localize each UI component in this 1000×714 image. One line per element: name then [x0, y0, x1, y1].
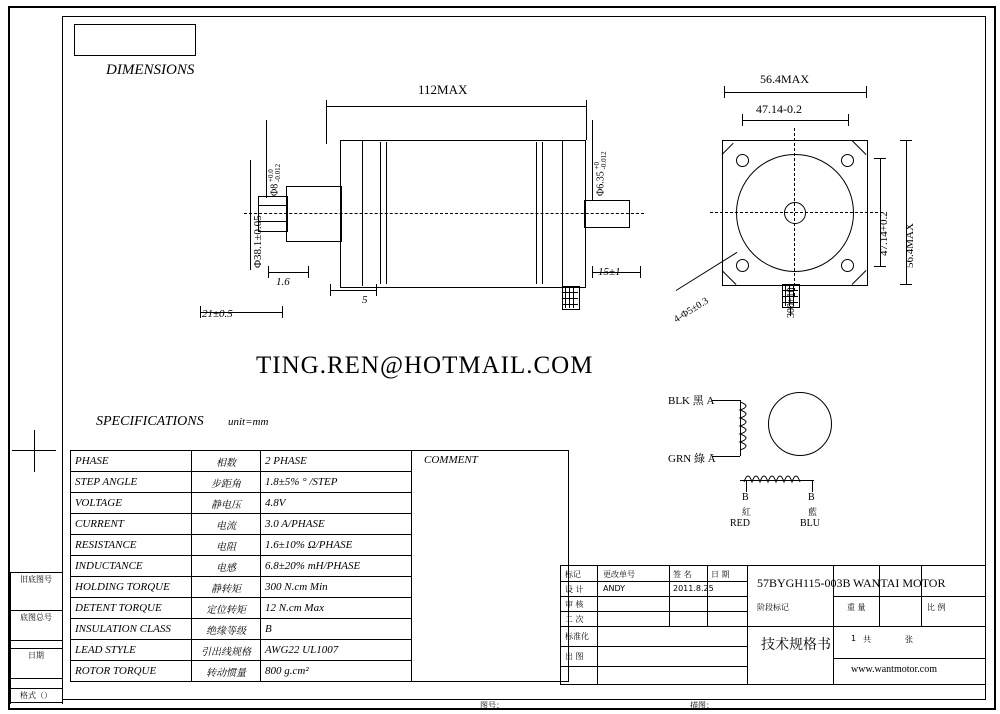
tb-field-label: 设 计 [565, 585, 584, 594]
rear-shaft [584, 200, 630, 228]
wiring-rotor-circle [768, 392, 832, 456]
mounting-hole-bottom-right [841, 259, 854, 272]
footer-drawing-no: 图号： [480, 701, 504, 710]
center-mark-vertical [34, 430, 35, 472]
dim-line-4714 [742, 120, 848, 121]
center-axis-line [244, 213, 644, 214]
spec-param-name-cn: 引出线规格 [192, 640, 261, 661]
front-flange-boss [286, 186, 342, 242]
wiring-label-b-red: B [742, 492, 749, 503]
email-watermark: TING.REN@HOTMAIL.COM [256, 352, 594, 379]
spec-param-name-cn: 电阻 [192, 535, 261, 556]
spec-param-name: CURRENT [71, 514, 192, 535]
spec-param-name-cn: 电感 [192, 556, 261, 577]
wiring-label-blu-cn: 藍 [808, 508, 818, 518]
dim-tick [330, 284, 331, 296]
spec-param-name-cn: 转动惯量 [192, 661, 261, 682]
wiring-label-blu: BLU [800, 518, 820, 529]
tb-model-number: 57BYGH115-003B [757, 576, 851, 590]
tb-field-label: 更改单号 [603, 570, 635, 579]
tb-rule [833, 596, 985, 597]
spec-param-name-cn: 静转矩 [192, 577, 261, 598]
left-margin-box-format [10, 688, 62, 703]
dim-tick [874, 266, 886, 267]
spec-param-name-cn: 静电压 [192, 493, 261, 514]
spec-param-value: 2 PHASE [261, 451, 412, 472]
lead-wire-cross [562, 292, 578, 293]
dim-line-564max [724, 92, 866, 93]
left-box-rule-2 [10, 678, 62, 679]
tb-divider [747, 566, 748, 684]
spec-param-name: ROTOR TORQUE [71, 661, 192, 682]
coil-b-icon [740, 472, 816, 490]
tb-field-label: 张 [905, 635, 913, 644]
dim-label-4714: 47.14-0.2 [756, 102, 802, 116]
left-box-label: 旧底图号 [20, 575, 52, 584]
wiring-lead-blk [712, 400, 740, 401]
dim-tick [326, 100, 327, 112]
tb-field-value-designer: ANDY [603, 584, 626, 593]
dim-tick [724, 86, 725, 98]
dim-label-564max: 56.4MAX [760, 72, 810, 86]
front-shaft-flat [258, 205, 286, 206]
tb-field-label: 日 期 [711, 570, 730, 579]
spec-param-value: 6.8±20% mH/PHASE [261, 556, 412, 577]
spec-param-value: 800 g.cm² [261, 661, 412, 682]
spec-param-name-cn: 电流 [192, 514, 261, 535]
dim-tick [592, 266, 593, 278]
dim-tick [742, 114, 743, 126]
specifications-table [70, 450, 569, 682]
left-box-label: 底图总号 [20, 613, 52, 622]
wiring-label-red: RED [730, 518, 750, 529]
wiring-label-blk: BLK 黑 A [668, 395, 715, 407]
left-margin-box-old-drawing-no [10, 572, 62, 586]
dim-label-mount-holes: 4-Φ5±0.3 [672, 295, 711, 326]
spec-param-name-cn: 绝缘等级 [192, 619, 261, 640]
wiring-label-grn: GRN 綠 Ā [668, 453, 716, 465]
spec-param-name: LEAD STYLE [71, 640, 192, 661]
dim-label-shaft-dia8: Φ8 +0.0 -0.012 [267, 163, 282, 196]
spec-param-name: STEP ANGLE [71, 472, 192, 493]
wiring-lead-grn [712, 456, 740, 457]
tb-field-label: 二 次 [565, 615, 584, 624]
spec-param-value: 3.0 A/PHASE [261, 514, 412, 535]
spec-param-name: RESISTANCE [71, 535, 192, 556]
spec-param-name: PHASE [71, 451, 192, 472]
dim-label-21: 21±0.5 [202, 308, 233, 320]
tb-rule [833, 658, 985, 659]
dim-tick [376, 284, 377, 296]
spec-param-name: INSULATION CLASS [71, 619, 192, 640]
tb-field-value-date: 2011.8.25 [673, 584, 714, 593]
left-margin-box-date-sign [10, 648, 62, 662]
footer-drawn-by: 描图： [690, 701, 714, 710]
tb-field-label: 标准化 [565, 632, 589, 641]
spec-param-name-cn: 步距角 [192, 472, 261, 493]
mounting-hole-top-right [841, 154, 854, 167]
spec-param-name-cn: 定位转矩 [192, 598, 261, 619]
dim-label-5: 5 [362, 294, 368, 306]
spec-param-name: HOLDING TORQUE [71, 577, 192, 598]
dim-tick [282, 306, 283, 318]
dim-tick [308, 266, 309, 278]
spec-param-value: 4.8V [261, 493, 412, 514]
dim-tick [900, 140, 912, 141]
tb-field-label: 共 [863, 635, 871, 644]
tb-rule [561, 666, 747, 667]
dim-tick [866, 86, 867, 98]
lead-wire-cross [562, 298, 578, 299]
left-margin-divider-2 [62, 572, 63, 704]
dim-label-lead-length: 300±10 [786, 287, 797, 318]
tb-field-label: 阶段标记 [757, 603, 789, 612]
wiring-lead-red [746, 480, 747, 492]
dim-label-112max: 112MAX [418, 82, 468, 97]
dim-label-16: 1.6 [276, 276, 290, 288]
spec-param-value: 12 N.cm Max [261, 598, 412, 619]
motor-front-shaft-circle [784, 202, 806, 224]
dim-label-flange-dia: Φ38.1±0.05 [252, 215, 264, 268]
left-box-rule [10, 640, 62, 641]
left-box-label: 格式（） [20, 691, 52, 700]
tb-field-label: 签 名 [673, 570, 692, 579]
dim-label-pilot-dia: Φ6.35 +0 -0.012 [593, 151, 608, 196]
dim-line-5 [330, 290, 376, 291]
tb-field-label: 重 量 [847, 603, 866, 612]
tb-field-label: 比 例 [927, 603, 946, 612]
dim-line-16 [268, 272, 308, 273]
spec-param-value: 1.8±5% ° /STEP [261, 472, 412, 493]
tb-field-label: 出 图 [565, 652, 584, 661]
mounting-hole-bottom-left [736, 259, 749, 272]
spec-param-value: AWG22 UL1007 [261, 640, 412, 661]
dim-tick [640, 266, 641, 278]
spec-param-value: B [261, 619, 412, 640]
tb-company-name: WANTAI MOTOR [853, 576, 946, 590]
spec-param-name: DETENT TORQUE [71, 598, 192, 619]
wiring-label-red-cn: 紅 [742, 508, 752, 518]
dim-label-564max-vertical: 56.4MAX [904, 223, 916, 268]
motor-body-outline [340, 140, 586, 288]
dim-label-15: 15±1 [598, 266, 621, 278]
spec-param-value: 300 N.cm Min [261, 577, 412, 598]
comment-header-label: COMMENT [424, 454, 478, 466]
dim-tick [848, 114, 849, 126]
tb-rule [561, 626, 985, 627]
dim-extension-shaft8 [266, 120, 267, 198]
dim-tick [874, 158, 886, 159]
tb-rule [561, 596, 747, 597]
tb-document-title: 技术规格书 [761, 637, 831, 653]
tb-website: www.wantmotor.com [851, 664, 938, 675]
title-block [560, 565, 986, 685]
dim-label-4714-vertical: 47.14+0.2 [878, 211, 890, 256]
dimensions-title: DIMENSIONS [106, 62, 195, 78]
tb-sheet-count: 1 [851, 634, 857, 643]
tb-field-label: 审 核 [565, 600, 584, 609]
tb-rule [561, 581, 747, 582]
spec-param-value: 1.6±10% Ω/PHASE [261, 535, 412, 556]
spec-param-name: INDUCTANCE [71, 556, 192, 577]
tb-rule [561, 646, 747, 647]
spec-param-name: VOLTAGE [71, 493, 192, 514]
comment-header-cell [414, 450, 586, 472]
top-left-title-box [74, 24, 196, 56]
tb-field-label: 标记 [565, 570, 581, 579]
wiring-lead-blu [812, 480, 813, 492]
front-center-axis-v [794, 128, 795, 296]
wiring-label-b-blu: B [808, 492, 815, 503]
spec-comment-cell [412, 451, 569, 682]
left-box-label: 日期 [28, 651, 44, 660]
spec-param-name-cn: 相数 [192, 451, 261, 472]
dim-extension-pilot [592, 120, 593, 200]
dim-line-112max [326, 106, 586, 107]
dim-extension [586, 112, 587, 140]
left-margin-box-drawing-total-no [10, 610, 62, 624]
dim-extension [326, 112, 327, 144]
specifications-title: SPECIFICATIONS [96, 414, 204, 429]
lead-wire-cross [562, 304, 578, 305]
coil-a-icon [738, 398, 756, 460]
dim-tick [900, 284, 912, 285]
specifications-unit: unit=mm [228, 416, 269, 428]
dim-tick [586, 100, 587, 112]
dim-tick [268, 266, 269, 278]
dim-extension-flange [250, 160, 251, 270]
dim-tick [200, 306, 201, 318]
mounting-hole-top-left [736, 154, 749, 167]
left-margin-divider [10, 572, 11, 704]
tb-rule [561, 611, 747, 612]
